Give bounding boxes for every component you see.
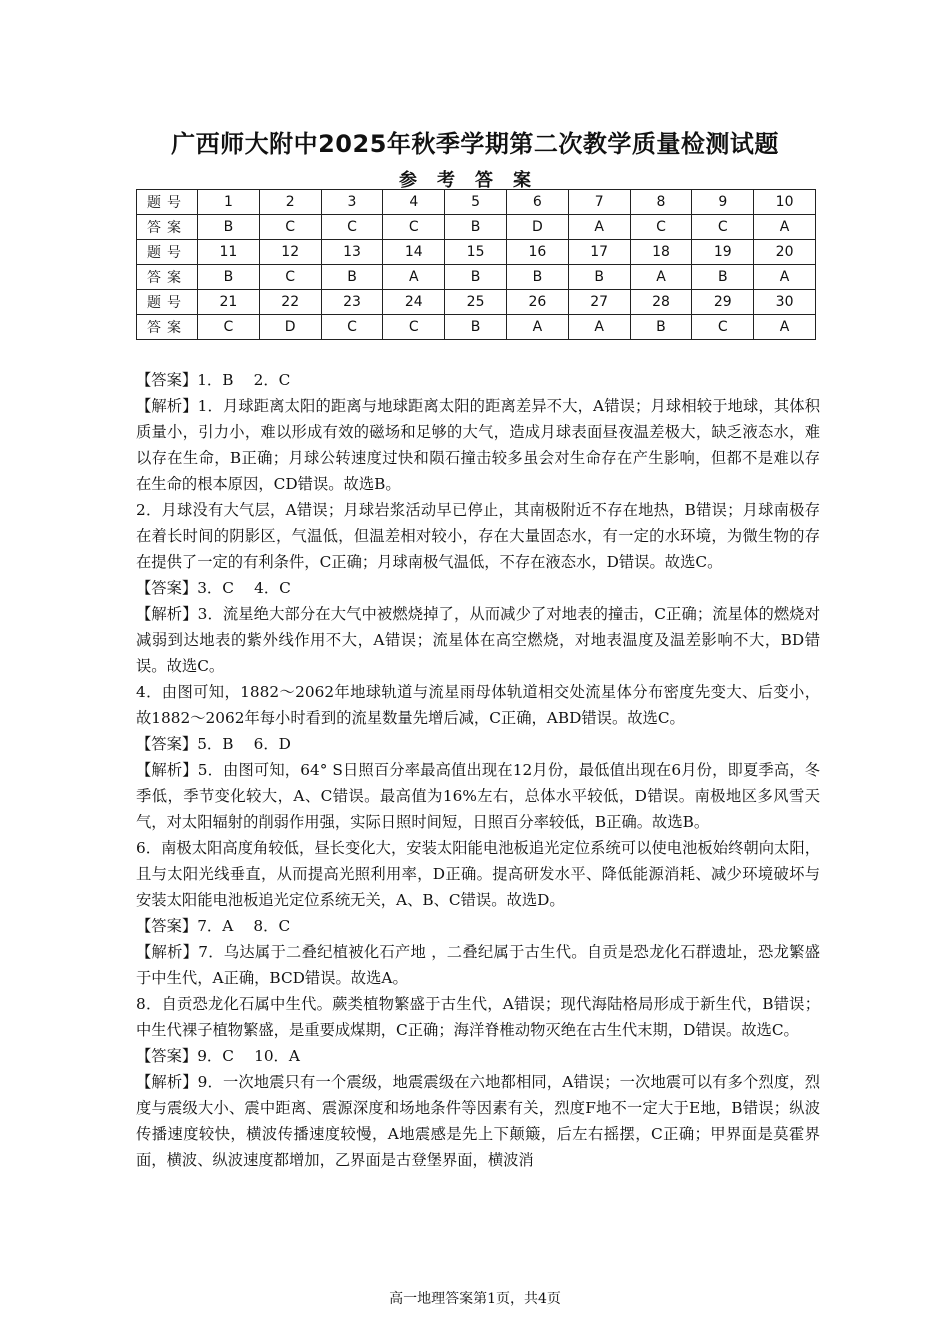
question-number: 29 <box>692 290 754 315</box>
question-number: 23 <box>321 290 383 315</box>
answer-cell: A <box>630 265 692 290</box>
question-number: 4 <box>383 190 445 215</box>
answer-cell: A <box>754 265 816 290</box>
question-number: 26 <box>506 290 568 315</box>
question-number: 16 <box>506 240 568 265</box>
question-number: 3 <box>321 190 383 215</box>
answer-cell: C <box>383 315 445 340</box>
question-number: 28 <box>630 290 692 315</box>
question-number: 14 <box>383 240 445 265</box>
answer-cell: A <box>754 215 816 240</box>
answer-cell: B <box>445 265 507 290</box>
row-label-question: 题号 <box>137 290 198 315</box>
question-number: 21 <box>198 290 260 315</box>
question-number: 24 <box>383 290 445 315</box>
analysis-paragraph: 【解析】5．由图可知，64° S日照百分率最高值出现在12月份，最低值出现在6月份，即夏季高，冬季低，季节变化较大，A、C错误。最高值为16%左右，总体水平较低，D错误。南极地区多风雪天气，对太阳辐射的削弱作用强，实际日照时间短，日照百分率较低，B正确。故选B。 <box>136 761 820 831</box>
question-number: 20 <box>754 240 816 265</box>
question-number: 2 <box>259 190 321 215</box>
answer-line: 【答案】9．C 10．A <box>136 1047 300 1065</box>
analysis-paragraph: 【解析】7．乌达属于二叠纪植被化石产地 ，二叠纪属于古生代。自贡是恐龙化石群遗址，恐龙繁盛于中生代，A正确，BCD错误。故选A。 <box>136 943 820 987</box>
table-row <box>137 315 816 340</box>
answer-cell: C <box>198 315 260 340</box>
answer-line: 【答案】1．B 2．C <box>136 371 291 389</box>
question-number: 30 <box>754 290 816 315</box>
answer-cell: B <box>692 265 754 290</box>
page-title: 广西师大附中2025年秋季学期第二次教学质量检测试题 <box>171 130 779 158</box>
answer-cell: B <box>321 265 383 290</box>
answer-cell: C <box>630 215 692 240</box>
question-number: 5 <box>445 190 507 215</box>
row-label-answer: 答案 <box>137 265 198 290</box>
answer-cell: B <box>568 265 630 290</box>
answer-cell: A <box>568 315 630 340</box>
question-number: 15 <box>445 240 507 265</box>
answer-cell: B <box>198 265 260 290</box>
answer-line: 【答案】7．A 8．C <box>136 917 291 935</box>
answer-cell: B <box>630 315 692 340</box>
question-number: 11 <box>198 240 260 265</box>
answer-cell: A <box>568 215 630 240</box>
answer-cell: C <box>321 215 383 240</box>
answer-cell: C <box>692 215 754 240</box>
question-number: 6 <box>506 190 568 215</box>
question-number: 25 <box>445 290 507 315</box>
page-footer: 高一地理答案第1页，共4页 <box>389 1291 561 1307</box>
question-number: 27 <box>568 290 630 315</box>
table-row <box>137 290 816 315</box>
question-number: 13 <box>321 240 383 265</box>
analysis-paragraph: 【解析】1．月球距离太阳的距离与地球距离太阳的距离差异不大，A错误；月球相较于地球，其体积质量小，引力小，难以形成有效的磁场和足够的大气，造成月球表面昼夜温差极大，缺乏液态水，难以存在生命，B正确；月球公转速度过快和陨石撞击较多虽会对生命存在产生影响，但都不是难以存在生命的根本原因，CD错误。故选B。 <box>136 397 820 493</box>
answer-cell: B <box>445 215 507 240</box>
question-number: 7 <box>568 190 630 215</box>
answer-line: 【答案】5．B 6．D <box>136 735 291 753</box>
answer-cell: A <box>506 315 568 340</box>
table-row <box>137 265 816 290</box>
question-number: 12 <box>259 240 321 265</box>
answer-cell: C <box>692 315 754 340</box>
answer-line: 【答案】3．C 4．C <box>136 579 291 597</box>
question-number: 8 <box>630 190 692 215</box>
answer-cell: A <box>754 315 816 340</box>
analysis-paragraph: 6．南极太阳高度角较低，昼长变化大，安装太阳能电池板追光定位系统可以使电池板始终朝向太阳，且与太阳光线垂直，从而提高光照利用率，D正确。提高研发水平、降低能源消耗、减少环境破坏与安装太阳能电池板追光定位系统无关，A、B、C错误。故选D。 <box>136 839 820 909</box>
table-row <box>137 240 816 265</box>
question-number: 1 <box>198 190 260 215</box>
answer-cell: C <box>259 215 321 240</box>
row-label-answer: 答案 <box>137 215 198 240</box>
question-number: 10 <box>754 190 816 215</box>
analysis-paragraph: 【解析】9．一次地震只有一个震级，地震震级在六地都相同，A错误；一次地震可以有多个烈度，烈度与震级大小、震中距离、震源深度和场地条件等因素有关，烈度F地不一定大于E地，B错误；纵波传播速度较快，横波传播速度较慢，A地震感是先上下颠簸，后左右摇摆，C正确；甲界面是莫霍界面，横波、纵波速度都增加，乙界面是古登堡界面，横波消 <box>136 1073 820 1169</box>
row-label-question: 题号 <box>137 190 198 215</box>
row-label-answer: 答案 <box>137 315 198 340</box>
answer-table <box>136 189 816 340</box>
answer-cell: D <box>506 215 568 240</box>
explanation-body <box>136 367 820 1173</box>
answer-cell: B <box>445 315 507 340</box>
page-subtitle: 参考答案 <box>399 170 551 191</box>
question-number: 22 <box>259 290 321 315</box>
table-row <box>137 190 816 215</box>
analysis-paragraph: 4．由图可知，1882～2062年地球轨道与流星雨母体轨道相交处流星体分布密度先变大、后变小，故1882～2062年每小时看到的流星数量先增后减，C正确，ABD错误。故选C。 <box>136 683 820 727</box>
analysis-paragraph: 8．自贡恐龙化石属中生代。蕨类植物繁盛于古生代，A错误；现代海陆格局形成于新生代，B错误；中生代裸子植物繁盛，是重要成煤期，C正确；海洋脊椎动物灭绝在古生代末期，D错误。故选C。 <box>136 995 820 1039</box>
question-number: 18 <box>630 240 692 265</box>
answer-cell: B <box>506 265 568 290</box>
question-number: 17 <box>568 240 630 265</box>
question-number: 19 <box>692 240 754 265</box>
answer-cell: B <box>198 215 260 240</box>
answer-cell: C <box>321 315 383 340</box>
answer-cell: C <box>259 265 321 290</box>
answer-cell: D <box>259 315 321 340</box>
answer-cell: C <box>383 215 445 240</box>
question-number: 9 <box>692 190 754 215</box>
analysis-paragraph: 2．月球没有大气层，A错误；月球岩浆活动早已停止，其南极附近不存在地热，B错误；月球南极存在着长时间的阴影区，气温低，但温差相对较小，存在大量固态水，有一定的水环境，为微生物的存在提供了一定的有利条件，C正确；月球南极气温低，不存在液态水，D错误。故选C。 <box>136 501 820 571</box>
answer-cell: A <box>383 265 445 290</box>
table-row <box>137 215 816 240</box>
row-label-question: 题号 <box>137 240 198 265</box>
analysis-paragraph: 【解析】3．流星绝大部分在大气中被燃烧掉了，从而减少了对地表的撞击，C正确；流星体的燃烧对减弱到达地表的紫外线作用不大，A错误；流星体在高空燃烧，对地表温度及温差影响不大，BD错误。故选C。 <box>136 605 820 675</box>
